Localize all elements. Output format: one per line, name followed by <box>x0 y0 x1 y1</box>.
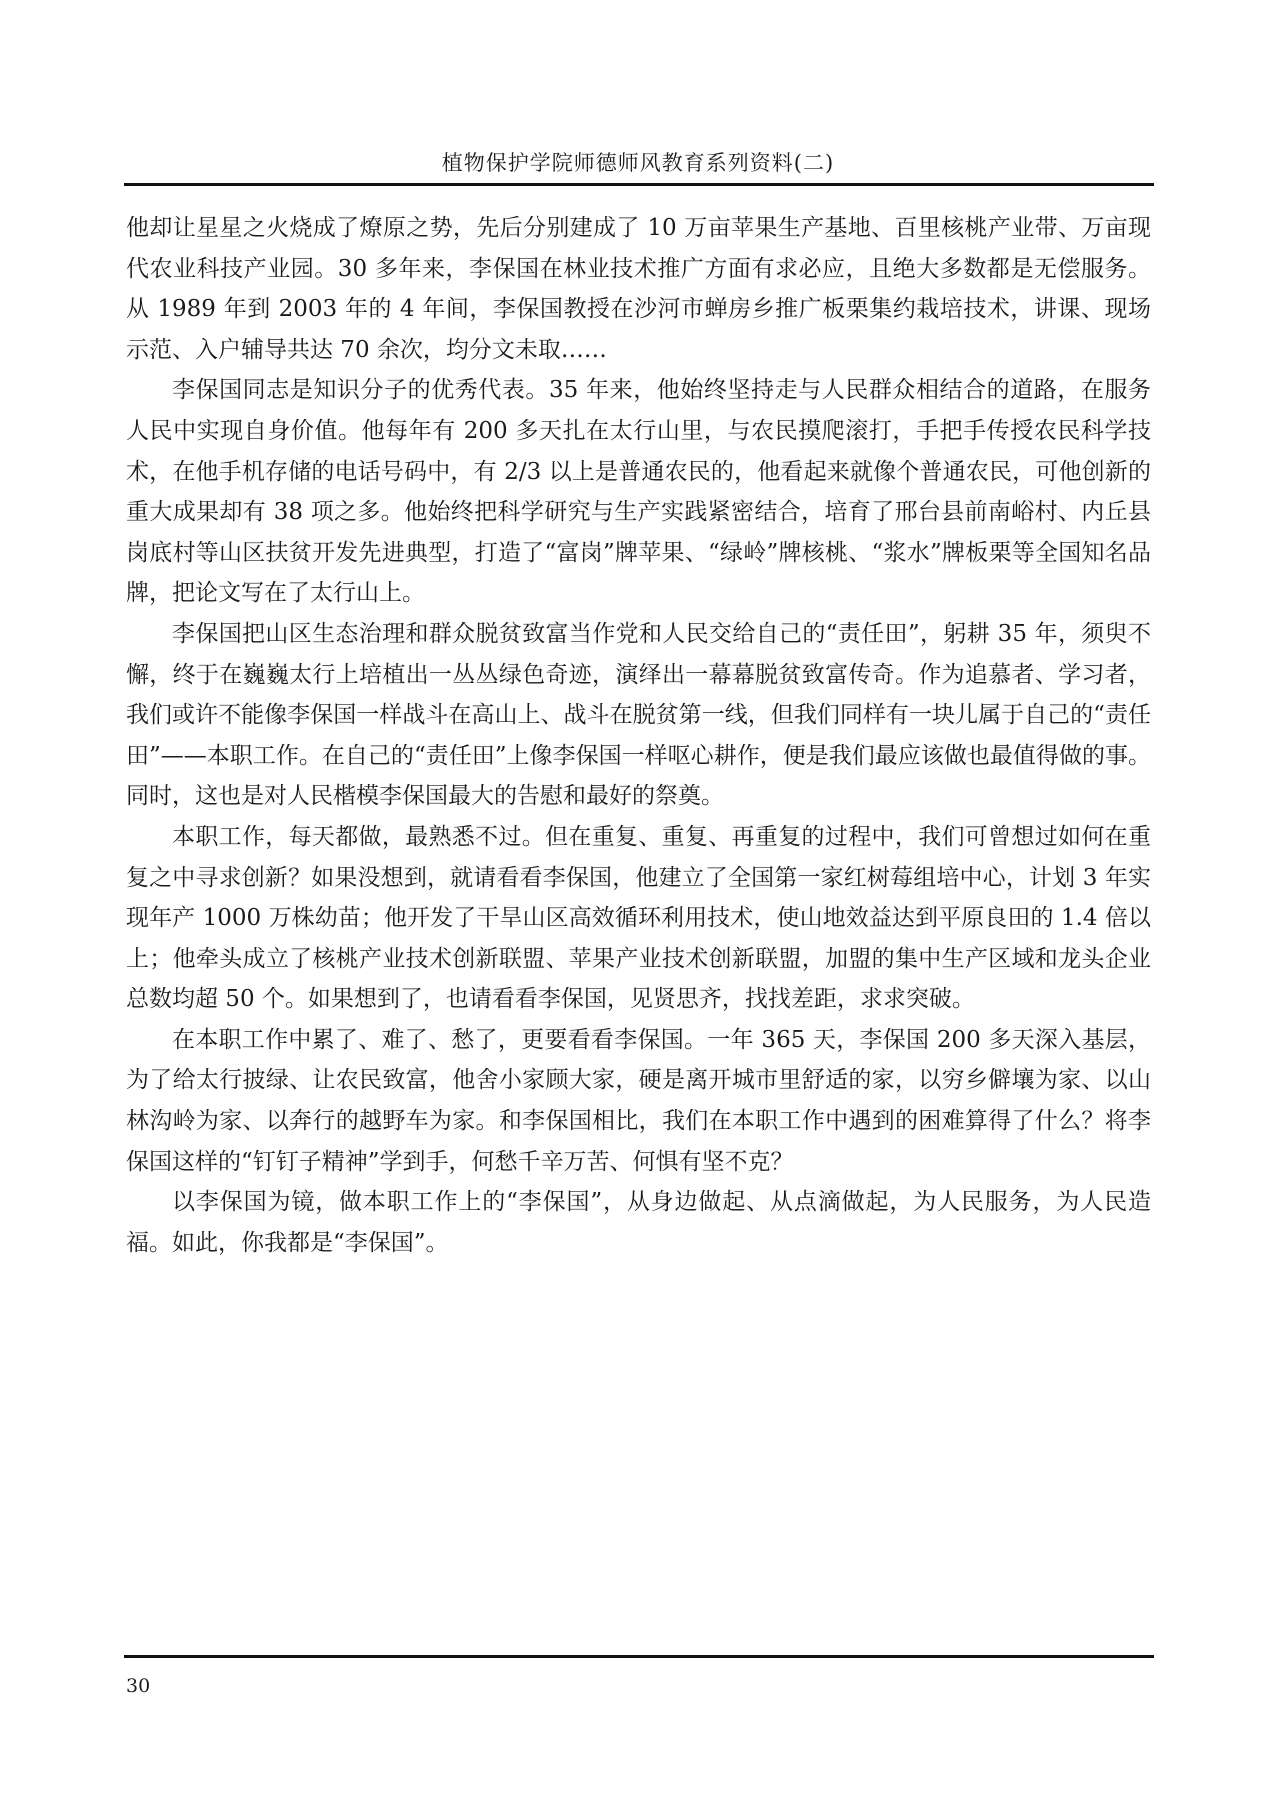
header-rule <box>124 183 1154 186</box>
paragraph: 以李保国为镜，做本职工作上的“李保国”，从身边做起、从点滴做起，为人民服务，为人民造福。如此，你我都是“李保国”。 <box>126 1189 1151 1256</box>
paragraph: 李保国同志是知识分子的优秀代表。35 年来，他始终坚持走与人民群众相结合的道路，在服务人民中实现自身价值。他每年有 200 多天扎在太行山里，与农民摸爬滚打，手把手传授农民科学技术，在他手机存储的电话号码中，有 2/3 以上是普通农民的，他看起来就像个普通农民，可他创新的重大成果却有 38 项之多。他始终把科学研究与生产实践紧密结合，培育了邢台县前南峪村、内丘县岗底村等山区扶贫开发先进典型，打造了“富岗”牌苹果、“绿岭”牌核桃、“浆水”牌板栗等全国知名品牌，把论文写在了太行山上。 <box>126 377 1151 607</box>
article-body <box>126 208 1151 1263</box>
footer-rule <box>124 1655 1154 1658</box>
paragraph: 在本职工作中累了、难了、愁了，更要看看李保国。一年 365 天，李保国 200 多天深入基层，为了给太行披绿、让农民致富，他舍小家顾大家，硬是离开城市里舒适的家，以穷乡僻壤为家、以山林沟岭为家、以奔行的越野车为家。和李保国相比，我们在本职工作中遇到的困难算得了什么？将李保国这样的“钉钉子精神”学到手，何愁千辛万苦、何惧有坚不克？ <box>126 1026 1151 1175</box>
running-header-title: 植物保护学院师德师风教育系列资料(二) <box>441 151 835 175</box>
paragraph: 李保国把山区生态治理和群众脱贫致富当作党和人民交给自己的“责任田”，躬耕 35 年，须臾不懈，终于在巍巍太行上培植出一丛丛绿色奇迹，演绎出一幕幕脱贫致富传奇。作为追慕者、学习者，我们或许不能像李保国一样战斗在高山上、战斗在脱贫第一线，但我们同样有一块儿属于自己的“责任田”——本职工作。在自己的“责任田”上像李保国一样呕心耕作，便是我们最应该做也最值得做的事。同时，这也是对人民楷模李保国最大的告慰和最好的祭奠。 <box>126 620 1151 810</box>
paragraph: 本职工作，每天都做，最熟悉不过。但在重复、重复、再重复的过程中，我们可曾想过如何在重复之中寻求创新？如果没想到，就请看看李保国，他建立了全国第一家红树莓组培中心，计划 3 年实现年产 1000 万株幼苗；他开发了干旱山区高效循环利用技术，使山地效益达到平原良田的 1.4 倍以上；他牵头成立了核桃产业技术创新联盟、苹果产业技术创新联盟，加盟的集中生产区域和龙头企业总数均超 50 个。如果想到了，也请看看李保国，见贤思齐，找找差距，求求突破。 <box>126 823 1151 1013</box>
paragraph-continuation: 他却让星星之火烧成了燎原之势，先后分别建成了 10 万亩苹果生产基地、百里核桃产业带、万亩现代农业科技产业园。30 多年来，李保国在林业技术推广方面有求必应，且绝大多数都是无偿服务。从 1989 年到 2003 年的 4 年间，李保国教授在沙河市蝉房乡推广板栗集约栽培技术，讲课、现场示范、入户辅导共达 70 余次，均分文未取…… <box>126 215 1151 363</box>
page-number: 30 <box>126 1675 151 1697</box>
